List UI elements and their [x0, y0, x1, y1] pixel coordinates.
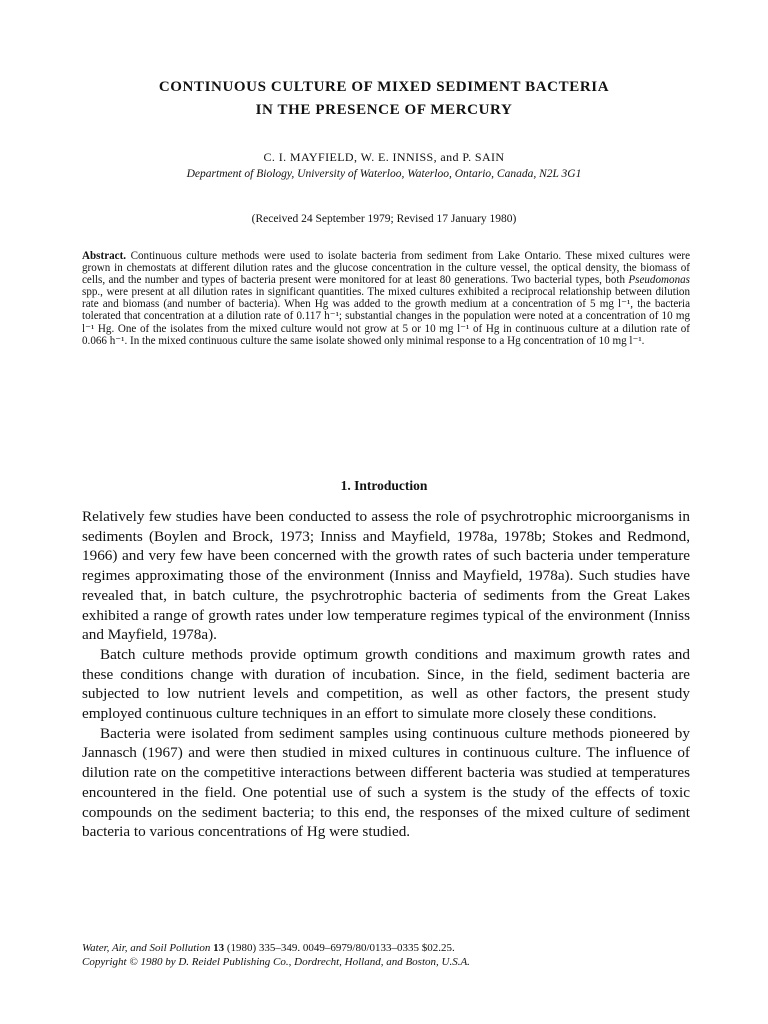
footer-citation: [82, 941, 702, 955]
abstract-genus: Pseudomonas: [628, 274, 690, 287]
abstract: [82, 250, 690, 347]
journal-volume: 13: [213, 942, 225, 954]
authors: C. I. MAYFIELD, W. E. INNISS, and P. SAIN: [263, 150, 505, 164]
received-dates: (Received 24 September 1979; Revised 17 January 1980): [251, 213, 517, 225]
paragraph: Bacteria were isolated from sediment samples using continuous culture methods pioneered by Jannasch (1967) and were then studied in mixed cultures in continuous culture. The influence of dilution rate on the competitive interactions between different bacteria was studied at temperatures encountered in the field. One potential use of such a system is the study of the effects of toxic compounds on the sediment bacteria; to this end, the responses of the mixed culture of sediment bacteria to various concentrations of Hg were studied.: [82, 724, 690, 841]
paper-title: [60, 76, 708, 122]
paragraph: Batch culture methods provide optimum growth conditions and maximum growth rates and these conditions change with duration of incubation. Since, in the field, sediment bacteria are subjected to low nutrient levels and competition, as well as other factors, the present study employed continuous culture techniques in an effort to simulate more closely these conditions.: [82, 645, 690, 723]
paragraph: Relatively few studies have been conducted to assess the role of psychrotrophic microorganisms in sediments (Boylen and Brock, 1973; Inniss and Mayfield, 1978a, 1978b; Stokes and Redmond, 1966) and very few have been concerned with the growth rates of such bacteria under temperature regimes approximating those of the environment (Inniss and Mayfield, 1978a). Such studies have revealed that, in batch culture, the psychrotrophic bacteria of sediments from the Great Lakes exhibited a range of growth rates under low temperature regimes typical of the environment (Inniss and Mayfield, 1978a).: [82, 508, 690, 644]
body-text: [82, 507, 690, 842]
citation-details: (1980) 335–349. 0049–6979/80/0133–0335 $02.25.: [224, 942, 455, 954]
abstract-text-2: spp., were present at all dilution rates in significant quantities. The mixed cultures exhibited a reciprocal relationship between dilution rate and biomass (and number of bacteria). When Hg was added to the growth medium at a concentration of 5 mg l⁻¹, the bacteria tolerated that concentration at a dilution rate of 0.117 h⁻¹; substantial changes in the population were noted at a concentration of 10 mg l⁻¹ Hg. One of the isolates from the mixed culture would not grow at 5 or 10 mg l⁻¹ of Hg in continuous culture at a dilution rate of 0.066 h⁻¹. In the mixed continuous culture the same isolate showed only minimal response to a Hg concentration of 10 mg l⁻¹.: [82, 286, 690, 347]
footer: [82, 941, 702, 969]
section-heading: 1. Introduction: [340, 478, 428, 493]
journal-name: Water, Air, and Soil Pollution: [82, 942, 214, 954]
title-line-2: IN THE PRESENCE OF MERCURY: [255, 102, 513, 118]
affiliation: Department of Biology, University of Waterloo, Waterloo, Ontario, Canada, N2L 3G1: [186, 168, 582, 180]
abstract-label: Abstract.: [82, 250, 127, 262]
abstract-text-1: Continuous culture methods were used to isolate bacteria from sediment from Lake Ontario. These mixed cultures were grown in chemostats at different dilution rates and the glucose concentration in the culture vessel, the optical density, the biomass of cells, and the number and types of bacteria present were monitored for at least 80 generations. Two bacterial types, both: [82, 250, 690, 287]
copyright: Copyright © 1980 by D. Reidel Publishing Co., Dordrecht, Holland, and Boston, U.S.A.: [82, 956, 470, 968]
title-line-1: CONTINUOUS CULTURE OF MIXED SEDIMENT BACTERIA: [158, 79, 610, 95]
